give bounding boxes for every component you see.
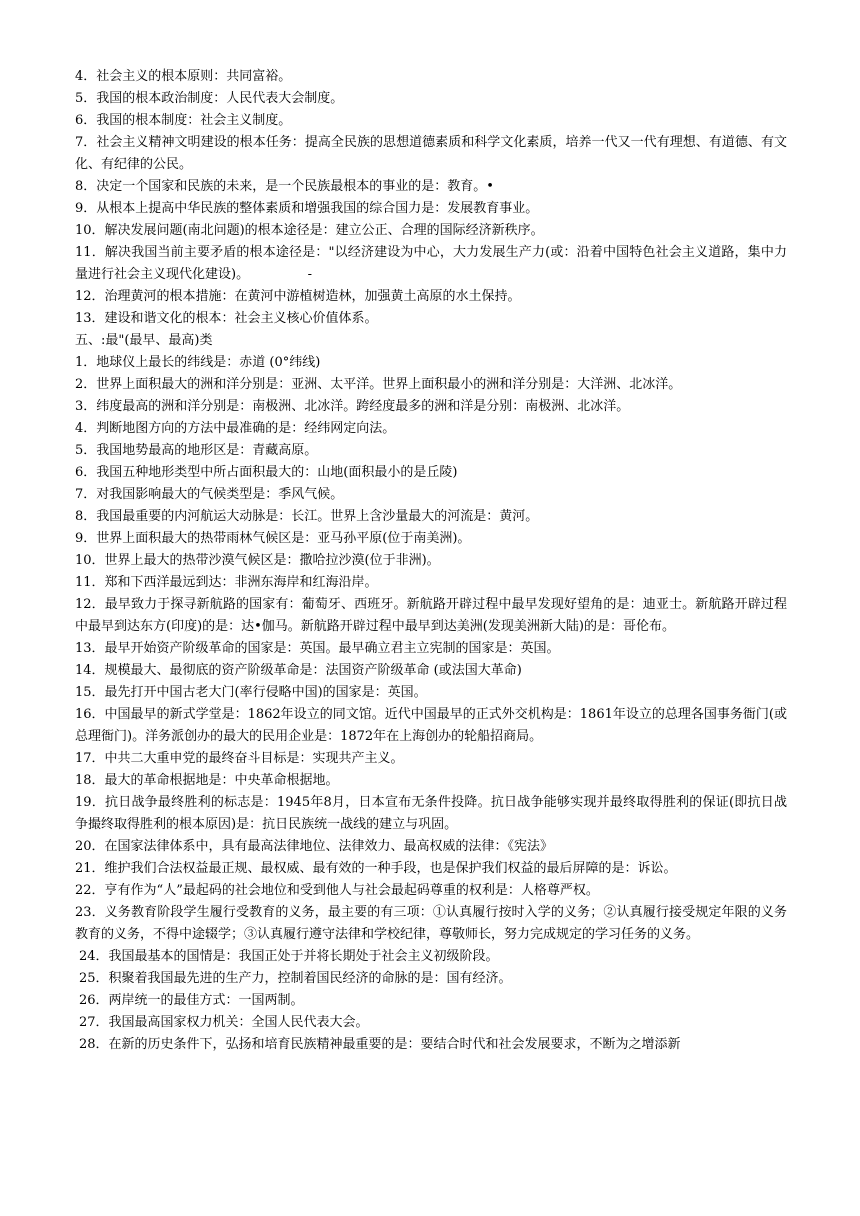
document-paragraph: 17．中共二大重申党的最终奋斗目标是：实现共产主义。 [75,751,404,766]
document-paragraph: 13．建设和谐文化的根本：社会主义核心价值体系。 [75,311,378,326]
document-paragraph: 22．亨有作为“人”最起码的社会地位和受到他人与社会最起码尊重的权利是：人格尊严权。 [75,883,599,898]
document-paragraph: 五、:最"(最早、最高)类 [75,333,213,348]
document-paragraph: 2．世界上面积最大的洲和洋分别是：亚洲、太平洋。世界上面积最小的洲和洋分别是：大洋洲、北冰洋。 [75,377,682,392]
document-paragraph: 15．最先打开中国古老大门(率行侵略中国)的国家是：英国。 [75,685,427,700]
document-paragraph: 7．社会主义精神文明建设的根本任务：提高全民族的思想道德素质和科学文化素质，培养一代又一代有理想、有道德、有文化、有纪律的公民。 [75,135,787,172]
document-paragraph: 13．最早开始资产阶级革命的国家是：英国。最早确立君主立宪制的国家是：英国。 [75,641,560,656]
document-paragraph: 23．义务教育阶段学生履行受教育的义务，最主要的有三项：①认真履行按时入学的义务；②认真履行接受规定年限的义务教育的义务，不得中途辍学；③认真履行遵守法律和学校纪律，尊敬师长，努力完成规定的学习任务的义务。 [75,905,787,942]
document-paragraph: 16．中国最早的新式学堂是：1862年设立的同文馆。近代中国最早的正式外交机构是：1861年设立的总理各国事务衙门(或总理衙门)。洋务派创办的最大的民用企业是：1872年在上海创办的轮船招商局。 [75,707,787,744]
document-paragraph: 19．抗日战争最终胜利的标志是：1945年8月，日本宣布无条件投降。抗日战争能够实现并最终取得胜利的保证(即抗日战争撮终取得胜利的根本原因)是：抗日民族统一战线的建立与巩固。 [75,795,787,832]
document-paragraph: 6．我国的根本制度：社会主义制度。 [75,113,292,128]
document-paragraph: 8．决定一个国家和民族的未来，是一个民族最根本的事业的是：教育。• [75,179,494,194]
document-paragraph: 24．我国最基本的国情是：我国正处于并将长期处于社会主义初级阶段。 [79,949,499,964]
document-paragraph: 5．我国地势最高的地形区是：青藏高原。 [75,443,318,458]
document-paragraph: 27．我国最高国家权力机关：全国人民代表大会。 [79,1015,369,1030]
document-paragraph: 14．规模最大、最彻底的资产阶级革命是：法国资产阶级革命 (或法国大革命) [75,663,522,678]
document-paragraph: 20．在国家法律体系中，具有最高法律地位、法律效力、最高权威的法律：《宪法》 [75,839,554,854]
document-paragraph: 5．我国的根本政治制度：人民代表大会制度。 [75,91,344,106]
document-paragraph: 11．郑和下西洋最远到达：非洲东海岸和红海沿岸。 [75,575,378,590]
document-paragraph: 12．最早致力于探寻新航路的国家有：葡萄牙、西班牙。新航路开辟过程中最早发现好望角的是：迪亚士。新航路开辟过程中最早到达东方(印度)的是：达•伽马。新航路开辟过程中最早到达美洲(发现美洲新大陆)的是：哥伦布。 [75,597,787,634]
document-paragraph: 4．社会主义的根本原则：共同富裕。 [75,69,292,84]
document-paragraph: 8．我国最重要的内河航运大动脉是：长江。世界上含沙量最大的河流是：黄河。 [75,509,539,524]
document-paragraph: 26．两岸统一的最佳方式：一国两制。 [79,993,304,1008]
document-paragraph: 7．对我国影响最大的气候类型是：季风气候。 [75,487,344,502]
document-paragraph: 21．维护我们合法权益最正规、最权威、最有效的一种手段，也是保护我们权益的最后屏障的是：诉讼。 [75,861,677,876]
document-paragraph: 25．积聚着我国最先进的生产力，控制着国民经济的命脉的是：国有经济。 [79,971,512,986]
document-paragraph: 11．解决我国当前主要矛盾的根本途径是："以经济建设为中心，大力发展生产力(或：沿着中国特色社会主义道路，集中力量进行社会主义现代化建设)。 - [75,245,787,282]
document-paragraph: 10．解决发展问题(南北问题)的根本途径是：建立公正、合理的国际经济新秩序。 [75,223,544,238]
document-paragraph: 3．纬度最高的洲和洋分别是：南极洲、北冰洋。跨经度最多的洲和洋是分别：南极洲、北冰洋。 [75,399,630,414]
document-paragraph: 6．我国五种地形类型中所占面积最大的：山地(面积最小的是丘陵) [75,465,458,480]
document-paragraph: 1．地球仪上最长的纬线是：赤道 (0°纬线) [75,355,321,370]
document-page [75,66,787,1056]
document-paragraph: 9．从根本上提高中华民族的整体素质和增强我国的综合国力是：发展教育事业。 [75,201,539,216]
document-paragraph: 18．最大的革命根据地是：中央革命根据地。 [75,773,339,788]
document-paragraph: 10．世界上最大的热带沙漠气候区是：撒哈拉沙漠(位于非洲)。 [75,553,440,568]
document-paragraph: 9．世界上面积最大的热带雨林气候区是：亚马孙平原(位于南美洲)。 [75,531,471,546]
document-paragraph: 12．治理黄河的根本措施：在黄河中游植树造林，加强黄土高原的水土保持。 [75,289,521,304]
document-paragraph: 28．在新的历史条件下，弘扬和培育民族精神最重要的是：要结合时代和社会发展要求，不断为之增添新 [79,1037,681,1052]
document-paragraph: 4．判断地图方向的方法中最准确的是：经纬网定向法。 [75,421,396,436]
